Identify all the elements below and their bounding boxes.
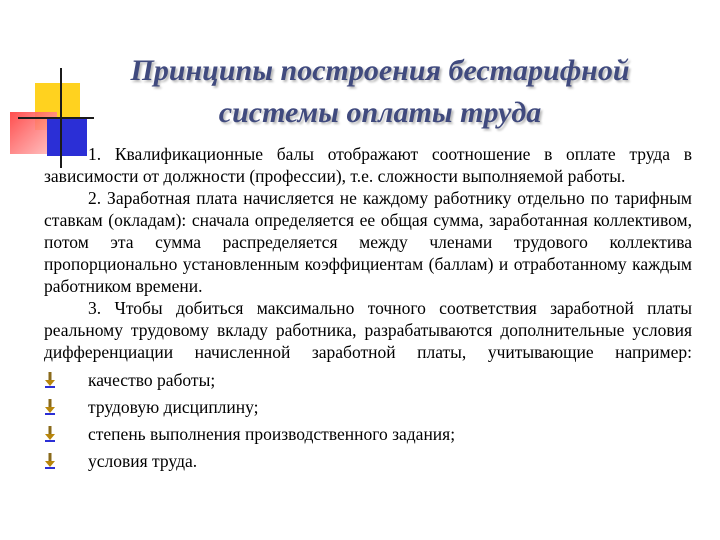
- criteria-list: [44, 367, 692, 475]
- list-item: [44, 421, 692, 448]
- slide-title: [70, 50, 690, 134]
- down-arrow-bullet-icon: [44, 453, 56, 469]
- down-arrow-bullet-icon: [44, 426, 56, 442]
- list-item: [44, 448, 692, 475]
- list-item-text: качество работы;: [88, 370, 216, 390]
- paragraph-3: 3. Чтобы добиться максимально точного соответствия заработной платы реальному трудовому вкладу работника, разрабатываются дополнительные условия дифференциации начисленной заработной платы, учитывающие например:: [44, 298, 692, 362]
- title-line-1: Принципы построения бестарифной: [130, 54, 630, 87]
- list-item-text: степень выполнения производственного задания;: [88, 424, 456, 444]
- title-line-2: системы оплаты труда: [218, 96, 542, 129]
- list-item-text: условия труда.: [88, 451, 198, 471]
- down-arrow-bullet-icon: [44, 399, 56, 415]
- list-item: [44, 367, 692, 394]
- list-item: [44, 394, 692, 421]
- down-arrow-bullet-icon: [44, 372, 56, 388]
- paragraph-1: 1. Квалификационные балы отображают соотношение в оплате труда в зависимости от должности (профессии), т.е. сложности выполняемой работы.: [44, 144, 692, 186]
- list-item-text: трудовую дисциплину;: [88, 397, 259, 417]
- paragraph-2: 2. Заработная плата начисляется не каждому работнику отдельно по тарифным ставкам (окладам): сначала определяется ее общая сумма, заработанная коллективом, потом эта сумма распределяется между членами трудового коллектива пропорционально установленным коэффициентам (баллам) и отработанному каждым работником времени.: [44, 188, 692, 296]
- slide-body: [44, 143, 692, 475]
